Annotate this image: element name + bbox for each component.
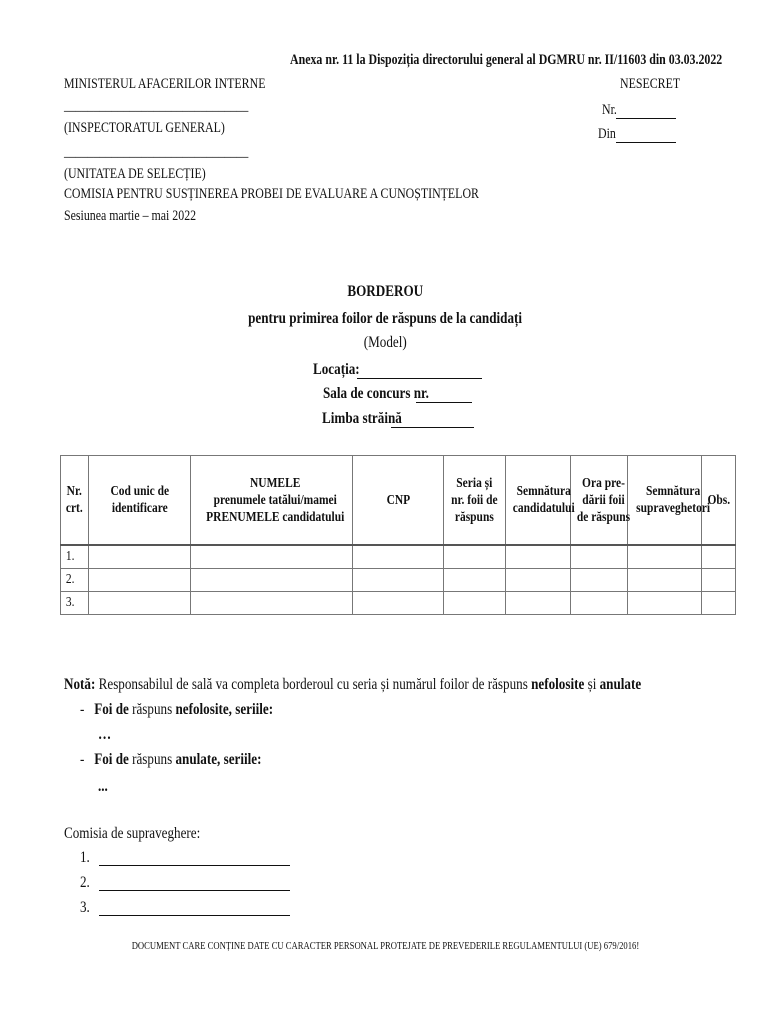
table-cell[interactable] <box>571 545 628 569</box>
table-cell[interactable] <box>191 569 353 592</box>
annex-reference: Anexa nr. 11 la Dispoziția directorului general al DGMRU nr. II/11603 din 03.03.2022 <box>290 52 723 68</box>
session-label: Sesiunea martie – mai 2022 <box>64 208 197 224</box>
row-number: 3. <box>61 592 89 615</box>
hall-line[interactable] <box>416 402 472 403</box>
ministry-name: MINISTERUL AFACERILOR INTERNE <box>64 76 266 92</box>
unused-sheets-item: - Foi de răspuns nefolosite, seriile: <box>80 701 274 718</box>
table-cell[interactable] <box>89 569 191 592</box>
document-title: BORDEROU <box>347 283 423 300</box>
table-cell[interactable] <box>628 592 702 615</box>
table-cell[interactable] <box>628 545 702 569</box>
col-nr-crt: Nr. crt. <box>61 456 89 546</box>
din-field: Din <box>598 126 616 142</box>
selection-unit-label: (UNITATEA DE SELECȚIE) <box>64 166 206 182</box>
table-cell[interactable] <box>444 569 506 592</box>
col-cnp: CNP <box>353 456 444 546</box>
supervisor-1-label: 1. <box>80 849 90 866</box>
table-cell[interactable] <box>506 592 571 615</box>
table-header-row <box>61 456 736 546</box>
col-series-number: Seria și nr. foii de răspuns <box>444 456 506 546</box>
table-cell[interactable] <box>191 545 353 569</box>
cancelled-sheets-series: ... <box>98 778 108 795</box>
model-label: (Model) <box>363 334 407 351</box>
col-unique-code: Cod unic de identificare <box>89 456 191 546</box>
col-observations: Obs. <box>702 456 736 546</box>
din-line <box>616 142 676 143</box>
table-cell[interactable] <box>571 592 628 615</box>
table-cell[interactable] <box>506 569 571 592</box>
unused-sheets-series: … <box>98 726 112 743</box>
table-cell[interactable] <box>506 545 571 569</box>
supervisor-2-label: 2. <box>80 874 90 891</box>
table-row <box>61 592 736 615</box>
hall-field: Sala de concurs nr. <box>323 385 429 402</box>
table-cell[interactable] <box>353 545 444 569</box>
classification-label: NESECRET <box>620 76 681 92</box>
row-number: 2. <box>61 569 89 592</box>
nr-line <box>616 118 676 119</box>
table-cell[interactable] <box>89 592 191 615</box>
table-cell[interactable] <box>628 569 702 592</box>
note-paragraph: Notă: Responsabilul de sală va completa borderoul cu seria și numărul foilor de răspuns nefolosite și anulate <box>64 676 642 693</box>
col-submission-time: Ora pre- dării foii de răspuns <box>571 456 628 546</box>
table-cell[interactable] <box>353 569 444 592</box>
blank-line-inspectorate: _______________________________ <box>64 98 249 114</box>
table-cell[interactable] <box>353 592 444 615</box>
table-cell[interactable] <box>89 545 191 569</box>
submission-table <box>60 455 736 615</box>
table-row <box>61 545 736 569</box>
supervisor-2-line[interactable] <box>99 890 290 891</box>
supervisor-1-line[interactable] <box>99 865 290 866</box>
row-number: 1. <box>61 545 89 569</box>
location-field: Locația: <box>313 361 360 378</box>
table-cell[interactable] <box>702 569 736 592</box>
table-cell[interactable] <box>702 592 736 615</box>
location-line[interactable] <box>357 378 482 379</box>
note-label: Notă: <box>64 676 96 693</box>
cancelled-sheets-item: - Foi de răspuns anulate, seriile: <box>80 751 262 768</box>
table-cell[interactable] <box>444 545 506 569</box>
col-candidate-name: NUMELE prenumele tatălui/mamei PRENUMELE candidatului <box>191 456 353 546</box>
blank-line-unit: _______________________________ <box>64 144 249 160</box>
document-subtitle: pentru primirea foilor de răspuns de la candidați <box>248 310 522 327</box>
table-cell[interactable] <box>702 545 736 569</box>
supervisor-3-line[interactable] <box>99 915 290 916</box>
supervisor-3-label: 3. <box>80 899 90 916</box>
language-line[interactable] <box>391 427 474 428</box>
table-cell[interactable] <box>444 592 506 615</box>
col-candidate-signature: Semnătura candidatului <box>506 456 571 546</box>
gdpr-footer: DOCUMENT CARE CONȚINE DATE CU CARACTER PERSONAL PROTEJATE DE PREVEDERILE REGULAMENTULUI (UE) 679/2016! <box>131 941 639 952</box>
language-field: Limba străină <box>322 410 402 427</box>
supervision-label: Comisia de supraveghere: <box>64 825 201 842</box>
nr-field: Nr. <box>601 102 617 118</box>
table-row <box>61 569 736 592</box>
table-cell[interactable] <box>191 592 353 615</box>
inspectorate-label: (INSPECTORATUL GENERAL) <box>64 120 225 136</box>
commission-name: COMISIA PENTRU SUSȚINEREA PROBEI DE EVALUARE A CUNOȘTINȚELOR <box>64 186 479 202</box>
col-supervisor-signature: Semnătura supraveghetori <box>628 456 702 546</box>
table-cell[interactable] <box>571 569 628 592</box>
